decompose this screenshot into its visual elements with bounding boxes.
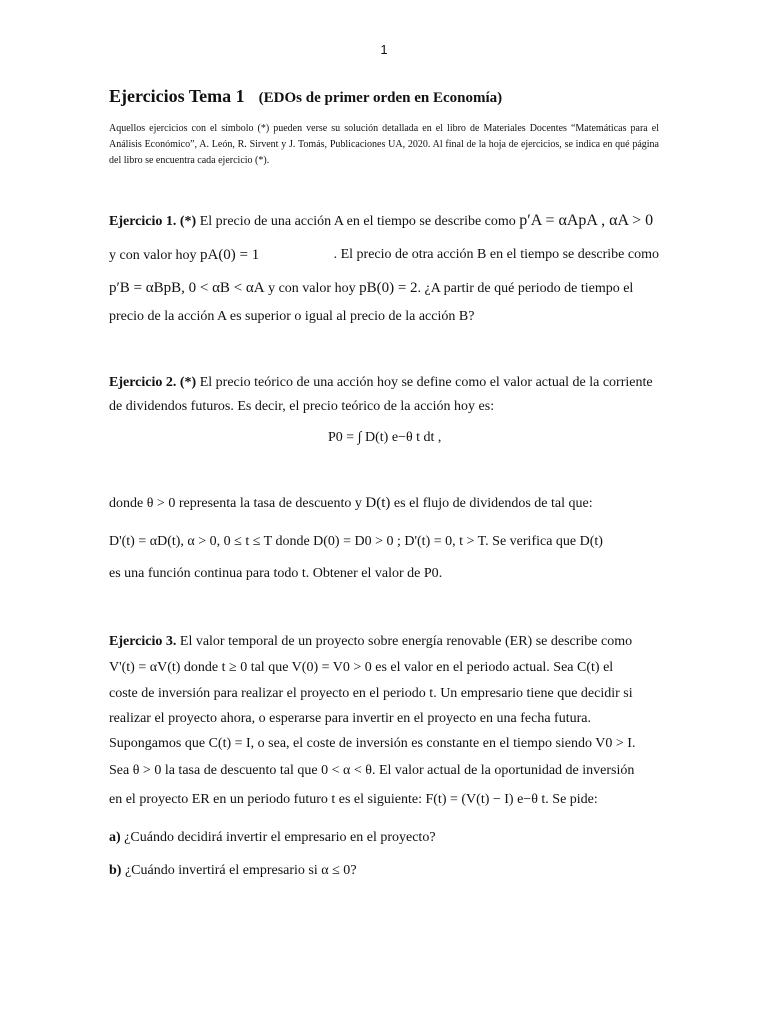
ej3-line2: V'(t) = αV(t) donde t ≥ 0 tal que V(0) = V0 > 0 es el valor en el periodo actual. Sea C(t) el [109,660,614,675]
ej3-question-a: a) ¿Cuándo decidirá invertir el empresario en el proyecto? [109,830,436,845]
ej3-question-b: b) ¿Cuándo invertirá el empresario si α ≤ 0? [109,863,357,878]
ej3-line1: Ejercicio 3. El valor temporal de un proyecto sobre energía renovable (ER) se describe como [109,634,633,649]
intro-paragraph: Aquellos ejercicios con el símbolo (*) pueden verse su solución detallada en el libro de Materiales Docentes “Matemáticas para el Análisis Económico”, A. León, R. Sirvent y J. Tomás, Publicaciones UA, 2020. Al final de la hoja de ejercicios, se indica en qué página del libro se encuentra cada ejercicio (*). [109,123,659,166]
title-main: Ejercicios Tema 1 [109,86,245,106]
ej2-line1: Ejercicio 2. (*) El precio teórico de una acción hoy se define como el valor actual de la corriente [109,375,653,390]
ej3-line6: Sea θ > 0 la tasa de descuento tal que 0 < α < θ. El valor actual de la oportunidad de inversión [109,763,635,778]
page-number: 1 [380,42,388,57]
title-subtitle: (EDOs de primer orden en Economía) [258,90,503,106]
ej3-line4: realizar el proyecto ahora, o esperarse para invertir en el proyecto en una fecha futura. [109,711,591,726]
page-title [109,86,502,107]
ej3-line3: coste de inversión para realizar el proyecto en el periodo t. Un empresario tiene que decidir si [109,686,633,701]
ej3-line7: en el proyecto ER en un periodo futuro t es el siguiente: F(t) = (V(t) − I) e−θ t. Se pide: [109,792,598,807]
ej1-line3: p′B = αBpB, 0 < αB < αA y con valor hoy pB(0) = 2. ¿A partir de qué periodo de tiempo el [109,280,634,296]
ej2-label: Ejercicio 2. (*) [109,375,197,390]
ej1-label: Ejercicio 1. (*) [109,214,197,229]
ej1-eq-a: p′A = αApA , αA > 0 [519,212,654,229]
ej1-line2: y con valor hoy pA(0) = 1 . El precio de otra acción B en el tiempo se describe como [109,247,659,263]
ej2-line2: de dividendos futuros. Es decir, el precio teórico de la acción hoy es: [109,399,495,414]
ej3-line5: Supongamos que C(t) = I, o sea, el coste de inversión es constante en el tiempo siendo V0 > I. [109,736,636,751]
ej1-line4: precio de la acción A es superior o igual al precio de la acción B? [109,309,475,324]
ej2-integral-equation: P0 = ∫ D(t) e−θ t dt , [328,430,442,445]
ej3-label: Ejercicio 3. [109,634,177,649]
ej2-line3: donde θ > 0 representa la tasa de descuento y D(t) es el flujo de dividendos de tal que: [109,495,593,511]
ej2-line4: D'(t) = αD(t), α > 0, 0 ≤ t ≤ T donde D(0) = D0 > 0 ; D'(t) = 0, t > T. Se verifica que D(t) [109,534,603,549]
ej1-line1: Ejercicio 1. (*) El precio de una acción A en el tiempo se describe como p′A = αApA , αA > 0 [109,212,654,229]
ej2-line5: es una función continua para todo t. Obtener el valor de P0. [109,566,443,581]
